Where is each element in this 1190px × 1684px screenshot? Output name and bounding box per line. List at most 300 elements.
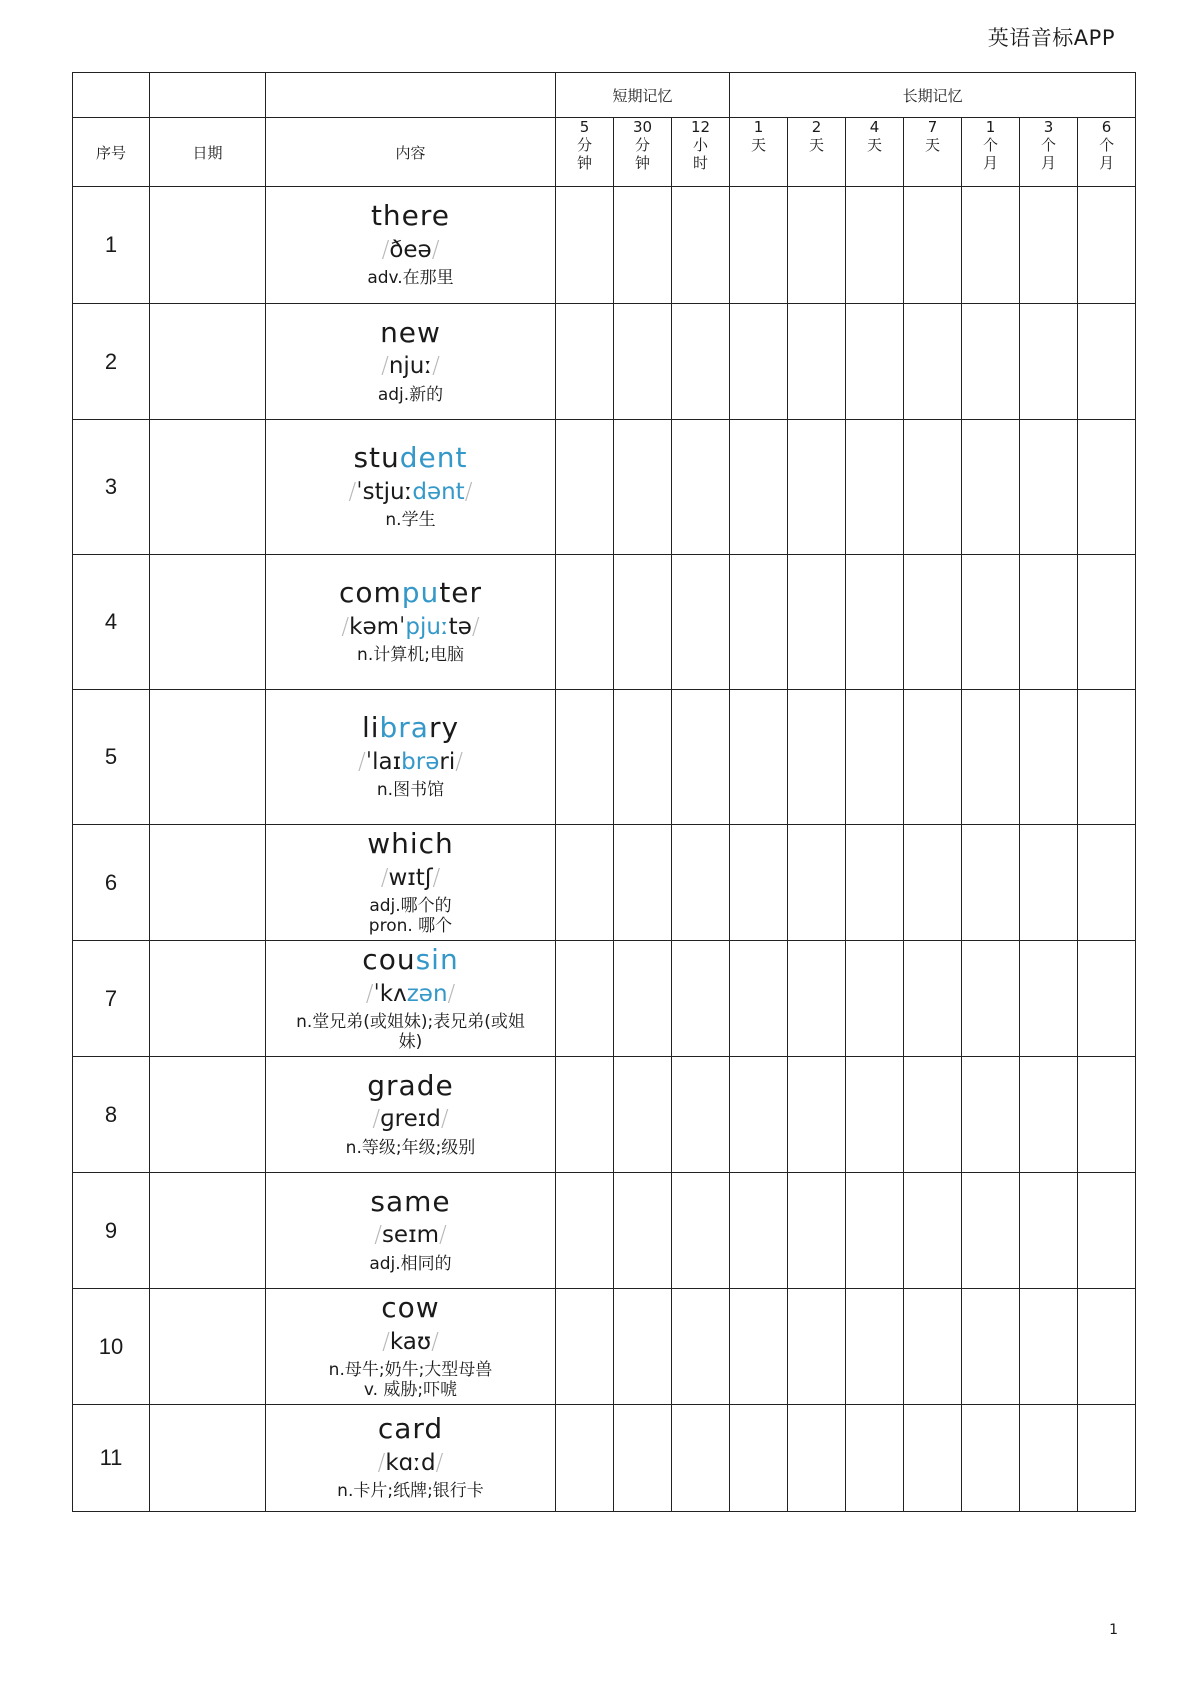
definition-line: n.等级;年级;级别: [345, 1137, 476, 1158]
phonetic-segment: ˈlaɪ: [365, 748, 402, 775]
review-checkbox-cell[interactable]: [788, 1173, 846, 1289]
review-checkbox-cell[interactable]: [1020, 1057, 1078, 1173]
word-segment: there: [370, 199, 451, 233]
definition-line: n.学生: [385, 510, 436, 531]
definition-line: n.堂兄弟(或姐妹);表兄弟(或姐: [296, 1012, 525, 1032]
phonetic-slash: /: [447, 980, 456, 1007]
review-checkbox-cell[interactable]: [1078, 304, 1136, 420]
review-checkbox-cell[interactable]: [904, 555, 962, 690]
review-checkbox-cell[interactable]: [730, 420, 788, 555]
phonetic-stressed-syllable: dənt: [412, 478, 465, 505]
group-header-row: [73, 73, 1136, 118]
interval-label-part: 5: [579, 118, 590, 136]
blank-header-cell: [150, 73, 266, 118]
review-checkbox-cell[interactable]: [962, 555, 1020, 690]
review-checkbox-cell[interactable]: [846, 1405, 904, 1512]
interval-label-part: 天: [867, 136, 883, 154]
table-row: [73, 1173, 1136, 1289]
review-checkbox-cell[interactable]: [614, 420, 672, 555]
definition: [266, 781, 555, 801]
content-cell: [266, 304, 556, 420]
phonetic-slash: /: [381, 236, 390, 263]
review-checkbox-cell[interactable]: [672, 1289, 730, 1405]
review-checkbox-cell[interactable]: [730, 1405, 788, 1512]
word-segment: com: [338, 576, 402, 610]
phonetic-transcription: [266, 615, 555, 640]
phonetic-stressed-syllable: pjuː: [405, 613, 449, 640]
content-cell: [266, 690, 556, 825]
date-cell[interactable]: [150, 1405, 266, 1512]
review-checkbox-cell[interactable]: [1078, 187, 1136, 304]
review-checkbox-cell[interactable]: [614, 1173, 672, 1289]
review-checkbox-cell[interactable]: [1020, 304, 1078, 420]
short-term-memory-header: 短期记忆: [556, 73, 730, 118]
review-checkbox-cell[interactable]: [788, 690, 846, 825]
review-checkbox-cell[interactable]: [730, 1057, 788, 1173]
interval-header: [904, 118, 962, 187]
content-cell: [266, 1405, 556, 1512]
review-checkbox-cell[interactable]: [672, 1057, 730, 1173]
column-label-row: [73, 118, 1136, 187]
review-checkbox-cell[interactable]: [846, 304, 904, 420]
review-checkbox-cell[interactable]: [730, 187, 788, 304]
phonetic-segment: wɪtʃ: [388, 864, 433, 891]
date-cell[interactable]: [150, 1289, 266, 1405]
review-checkbox-cell[interactable]: [672, 420, 730, 555]
table-row: [73, 825, 1136, 941]
vocab-word: [266, 713, 555, 744]
review-checkbox-cell[interactable]: [556, 1057, 614, 1173]
phonetic-slash: /: [380, 864, 389, 891]
review-checkbox-cell[interactable]: [556, 1173, 614, 1289]
review-checkbox-cell[interactable]: [904, 690, 962, 825]
content-cell: [266, 555, 556, 690]
table-row: [73, 420, 1136, 555]
review-checkbox-cell[interactable]: [1078, 825, 1136, 941]
word-segment: cow: [381, 1290, 440, 1324]
blank-header-cell: [73, 73, 150, 118]
row-number: 1: [73, 187, 150, 304]
phonetic-slash: /: [440, 1106, 449, 1133]
review-checkbox-cell[interactable]: [904, 941, 962, 1057]
review-checkbox-cell[interactable]: [788, 420, 846, 555]
phonetic-segment: ðeə: [389, 236, 432, 263]
row-number: 2: [73, 304, 150, 420]
phonetic-slash: /: [341, 613, 350, 640]
table-row: [73, 555, 1136, 690]
review-checkbox-cell[interactable]: [962, 1289, 1020, 1405]
interval-label-part: 4: [869, 118, 880, 136]
review-checkbox-cell[interactable]: [788, 1405, 846, 1512]
table-row: [73, 187, 1136, 304]
content-cell: [266, 941, 556, 1057]
row-number: 6: [73, 825, 150, 941]
review-checkbox-cell[interactable]: [904, 187, 962, 304]
phonetic-slash: /: [435, 1449, 444, 1476]
word-segment: ter: [439, 576, 483, 610]
review-checkbox-cell[interactable]: [1078, 1057, 1136, 1173]
vocab-word: [266, 1414, 555, 1445]
content-cell: [266, 420, 556, 555]
word-stressed-syllable: bra: [379, 711, 429, 745]
date-cell[interactable]: [150, 1057, 266, 1173]
date-cell[interactable]: [150, 941, 266, 1057]
phonetic-slash: /: [439, 1222, 447, 1249]
definition: [266, 1482, 555, 1502]
phonetic-stressed-syllable: zən: [406, 980, 448, 1007]
content-column-header: 内容: [266, 118, 556, 187]
review-checkbox-cell[interactable]: [904, 1405, 962, 1512]
vocab-word: [266, 1290, 555, 1324]
definition: [266, 1255, 555, 1275]
phonetic-transcription: [266, 480, 555, 505]
review-checkbox-cell[interactable]: [730, 304, 788, 420]
vocab-word: [266, 578, 555, 609]
interval-label-part: 12: [690, 118, 711, 136]
table-row: [73, 1057, 1136, 1173]
review-checkbox-cell[interactable]: [614, 555, 672, 690]
definition: [266, 897, 555, 936]
row-number: 11: [73, 1405, 150, 1512]
review-checkbox-cell[interactable]: [788, 1289, 846, 1405]
review-checkbox-cell[interactable]: [904, 420, 962, 555]
interval-header: [556, 118, 614, 187]
row-number: 10: [73, 1289, 150, 1405]
phonetic-stressed-syllable: brə: [401, 748, 440, 775]
review-checkbox-cell[interactable]: [730, 941, 788, 1057]
review-checkbox-cell[interactable]: [962, 304, 1020, 420]
phonetic-transcription: [266, 1107, 555, 1132]
vocab-word: [266, 443, 555, 474]
review-checkbox-cell[interactable]: [962, 690, 1020, 825]
interval-label-part: 30: [632, 118, 653, 136]
definition-line: v. 威胁;吓唬: [363, 1379, 458, 1400]
content-cell: [266, 1057, 556, 1173]
content-cell: [266, 825, 556, 941]
review-checkbox-cell[interactable]: [1020, 825, 1078, 941]
phonetic-segment: seɪm: [381, 1222, 440, 1249]
word-segment: new: [380, 315, 441, 349]
review-checkbox-cell[interactable]: [1078, 941, 1136, 1057]
word-segment: card: [377, 1412, 444, 1446]
review-checkbox-cell[interactable]: [846, 420, 904, 555]
review-checkbox-cell[interactable]: [846, 690, 904, 825]
review-checkbox-cell[interactable]: [556, 1289, 614, 1405]
review-checkbox-cell[interactable]: [1020, 690, 1078, 825]
interval-header: [962, 118, 1020, 187]
review-checkbox-cell[interactable]: [672, 825, 730, 941]
review-checkbox-cell[interactable]: [962, 420, 1020, 555]
interval-header: [672, 118, 730, 187]
phonetic-transcription: [266, 238, 555, 263]
interval-label-part: 天: [751, 136, 767, 154]
phonetic-slash: /: [348, 478, 357, 505]
phonetic-segment: ˈkʌ: [373, 980, 407, 1007]
content-cell: [266, 1289, 556, 1405]
table-row: [73, 1405, 1136, 1512]
definition: [266, 269, 555, 289]
vocabulary-review-table: [72, 72, 1136, 1512]
interval-label-part: 月: [983, 154, 999, 172]
review-checkbox-cell[interactable]: [556, 941, 614, 1057]
review-checkbox-cell[interactable]: [556, 690, 614, 825]
phonetic-transcription: [266, 1223, 555, 1248]
review-checkbox-cell[interactable]: [614, 1057, 672, 1173]
interval-header: [1078, 118, 1136, 187]
word-segment: grade: [367, 1068, 454, 1102]
review-checkbox-cell[interactable]: [788, 1057, 846, 1173]
phonetic-transcription: [266, 750, 555, 775]
word-segment: cou: [362, 942, 416, 976]
definition-line: n.母牛;奶牛;大型母兽: [328, 1360, 493, 1380]
date-cell[interactable]: [150, 420, 266, 555]
phonetic-slash: /: [374, 1222, 382, 1249]
review-checkbox-cell[interactable]: [672, 1405, 730, 1512]
interval-header: [614, 118, 672, 187]
review-checkbox-cell[interactable]: [962, 1173, 1020, 1289]
interval-label-part: 月: [1099, 154, 1115, 172]
review-checkbox-cell[interactable]: [1078, 1173, 1136, 1289]
phonetic-segment: tə: [448, 613, 472, 640]
table-row: [73, 1289, 1136, 1405]
review-checkbox-cell[interactable]: [1078, 555, 1136, 690]
review-checkbox-cell[interactable]: [788, 555, 846, 690]
row-number: 9: [73, 1173, 150, 1289]
phonetic-segment: kaʊ: [389, 1328, 432, 1355]
review-checkbox-cell[interactable]: [904, 1289, 962, 1405]
interval-label-part: 天: [809, 136, 825, 154]
review-checkbox-cell[interactable]: [846, 555, 904, 690]
review-checkbox-cell[interactable]: [1020, 187, 1078, 304]
review-checkbox-cell[interactable]: [730, 1289, 788, 1405]
definition-line: adj.新的: [377, 384, 444, 405]
phonetic-segment: njuː: [388, 353, 433, 380]
review-checkbox-cell[interactable]: [614, 825, 672, 941]
review-checkbox-cell[interactable]: [962, 1057, 1020, 1173]
phonetic-transcription: [266, 1451, 555, 1476]
definition-line: 妹): [398, 1031, 423, 1052]
interval-label-part: 个: [1099, 136, 1115, 154]
word-stressed-syllable: sin: [415, 942, 459, 976]
vocab-word: [266, 942, 555, 976]
word-segment: same: [370, 1184, 451, 1218]
review-checkbox-cell[interactable]: [730, 825, 788, 941]
review-checkbox-cell[interactable]: [1020, 941, 1078, 1057]
review-checkbox-cell[interactable]: [672, 555, 730, 690]
definition: [266, 1013, 555, 1052]
phonetic-segment: ɡreɪd: [380, 1106, 441, 1133]
review-checkbox-cell[interactable]: [904, 1057, 962, 1173]
content-cell: [266, 1173, 556, 1289]
review-checkbox-cell[interactable]: [962, 187, 1020, 304]
definition: [266, 1361, 555, 1400]
review-checkbox-cell[interactable]: [1020, 1289, 1078, 1405]
review-checkbox-cell[interactable]: [1078, 420, 1136, 555]
definition-line: n.计算机;电脑: [357, 645, 464, 666]
interval-label-part: 时: [693, 154, 709, 172]
review-checkbox-cell[interactable]: [788, 941, 846, 1057]
review-checkbox-cell[interactable]: [904, 1173, 962, 1289]
definition-line: adj.相同的: [369, 1253, 452, 1274]
review-checkbox-cell[interactable]: [672, 304, 730, 420]
phonetic-slash: /: [372, 1106, 381, 1133]
interval-header: [788, 118, 846, 187]
interval-label-part: 1: [753, 118, 764, 136]
definition-line: pron. 哪个: [368, 915, 453, 936]
review-checkbox-cell[interactable]: [1078, 1405, 1136, 1512]
review-checkbox-cell[interactable]: [846, 941, 904, 1057]
phonetic-slash: /: [432, 353, 440, 380]
word-stressed-syllable: pu: [401, 576, 440, 610]
definition-line: adj.哪个的: [369, 896, 452, 916]
phonetic-slash: /: [431, 236, 440, 263]
review-checkbox-cell[interactable]: [846, 1289, 904, 1405]
date-cell[interactable]: [150, 555, 266, 690]
interval-header: [730, 118, 788, 187]
review-checkbox-cell[interactable]: [672, 1173, 730, 1289]
phonetic-slash: /: [377, 1449, 386, 1476]
date-cell[interactable]: [150, 690, 266, 825]
review-checkbox-cell[interactable]: [614, 941, 672, 1057]
review-checkbox-cell[interactable]: [788, 187, 846, 304]
interval-label-part: 个: [983, 136, 999, 154]
interval-label-part: 小: [693, 136, 709, 154]
review-checkbox-cell[interactable]: [846, 1057, 904, 1173]
definition-line: adv.在那里: [367, 268, 454, 289]
review-checkbox-cell[interactable]: [962, 825, 1020, 941]
interval-label-part: 3: [1043, 118, 1054, 136]
interval-label-part: 分: [576, 136, 592, 154]
table-body: [73, 187, 1136, 1512]
phonetic-slash: /: [365, 980, 374, 1007]
review-checkbox-cell[interactable]: [672, 187, 730, 304]
table-row: [73, 690, 1136, 825]
review-checkbox-cell[interactable]: [614, 1405, 672, 1512]
seq-column-header: 序号: [73, 118, 150, 187]
row-number: 4: [73, 555, 150, 690]
review-checkbox-cell[interactable]: [788, 825, 846, 941]
row-number: 7: [73, 941, 150, 1057]
long-term-memory-header: 长期记忆: [730, 73, 1136, 118]
row-number: 8: [73, 1057, 150, 1173]
date-cell[interactable]: [150, 304, 266, 420]
review-checkbox-cell[interactable]: [672, 941, 730, 1057]
table-row: [73, 304, 1136, 420]
table-row: [73, 941, 1136, 1057]
blank-header-cell: [266, 73, 556, 118]
interval-label-part: 个: [1041, 136, 1057, 154]
date-cell[interactable]: [150, 1173, 266, 1289]
review-checkbox-cell[interactable]: [556, 420, 614, 555]
word-stressed-syllable: dent: [399, 441, 468, 475]
word-segment: ry: [428, 711, 460, 745]
review-checkbox-cell[interactable]: [556, 1405, 614, 1512]
vocab-word: [266, 826, 555, 860]
phonetic-slash: /: [455, 748, 463, 775]
page-title: 英语音标APP: [987, 26, 1115, 50]
phonetic-segment: kəmˈ: [349, 613, 406, 640]
word-segment: li: [361, 711, 380, 745]
review-checkbox-cell[interactable]: [614, 690, 672, 825]
phonetic-segment: ri: [439, 748, 456, 775]
review-checkbox-cell[interactable]: [846, 825, 904, 941]
phonetic-slash: /: [381, 353, 389, 380]
definition: [266, 1139, 555, 1159]
review-checkbox-cell[interactable]: [962, 941, 1020, 1057]
review-checkbox-cell[interactable]: [730, 690, 788, 825]
interval-header: [1020, 118, 1078, 187]
review-checkbox-cell[interactable]: [672, 690, 730, 825]
review-checkbox-cell[interactable]: [730, 555, 788, 690]
definition: [266, 386, 555, 406]
review-checkbox-cell[interactable]: [556, 555, 614, 690]
phonetic-slash: /: [432, 864, 441, 891]
review-checkbox-cell[interactable]: [556, 825, 614, 941]
phonetic-slash: /: [464, 478, 473, 505]
review-checkbox-cell[interactable]: [556, 187, 614, 304]
interval-label-part: 钟: [576, 154, 592, 172]
vocab-word: [266, 1184, 555, 1218]
review-checkbox-cell[interactable]: [614, 304, 672, 420]
review-checkbox-cell[interactable]: [904, 825, 962, 941]
interval-label-part: 天: [925, 136, 941, 154]
interval-label-part: 分: [634, 136, 650, 154]
phonetic-transcription: [266, 866, 555, 891]
phonetic-segment: kɑːd: [385, 1449, 436, 1476]
review-checkbox-cell[interactable]: [788, 304, 846, 420]
interval-label-part: 7: [927, 118, 938, 136]
vocab-word: [266, 201, 555, 232]
review-checkbox-cell[interactable]: [1078, 1289, 1136, 1405]
vocab-word: [266, 1068, 555, 1102]
phonetic-transcription: [266, 1330, 555, 1355]
review-checkbox-cell[interactable]: [1020, 420, 1078, 555]
review-checkbox-cell[interactable]: [614, 187, 672, 304]
definition-line: n.卡片;纸牌;银行卡: [337, 1481, 484, 1502]
definition-line: n.图书馆: [376, 780, 445, 801]
review-checkbox-cell[interactable]: [1020, 555, 1078, 690]
interval-header: [846, 118, 904, 187]
interval-label-part: 6: [1101, 118, 1112, 136]
definition: [266, 511, 555, 531]
interval-label-part: 2: [811, 118, 822, 136]
review-checkbox-cell[interactable]: [614, 1289, 672, 1405]
review-checkbox-cell[interactable]: [1020, 1173, 1078, 1289]
review-checkbox-cell[interactable]: [1020, 1405, 1078, 1512]
review-checkbox-cell[interactable]: [904, 304, 962, 420]
phonetic-segment: ˈstjuː: [356, 478, 413, 505]
interval-label-part: 月: [1041, 154, 1057, 172]
content-cell: [266, 187, 556, 304]
phonetic-slash: /: [431, 1328, 439, 1355]
word-segment: which: [367, 826, 454, 860]
review-checkbox-cell[interactable]: [730, 1173, 788, 1289]
interval-label-part: 钟: [634, 154, 650, 172]
definition: [266, 646, 555, 666]
date-column-header: 日期: [150, 118, 266, 187]
phonetic-slash: /: [358, 748, 366, 775]
page-number: 1: [1109, 1622, 1118, 1638]
review-checkbox-cell[interactable]: [846, 187, 904, 304]
date-cell[interactable]: [150, 187, 266, 304]
row-number: 3: [73, 420, 150, 555]
date-cell[interactable]: [150, 825, 266, 941]
review-checkbox-cell[interactable]: [1078, 690, 1136, 825]
review-checkbox-cell[interactable]: [556, 304, 614, 420]
review-checkbox-cell[interactable]: [846, 1173, 904, 1289]
review-checkbox-cell[interactable]: [962, 1405, 1020, 1512]
vocab-word: [266, 315, 555, 349]
